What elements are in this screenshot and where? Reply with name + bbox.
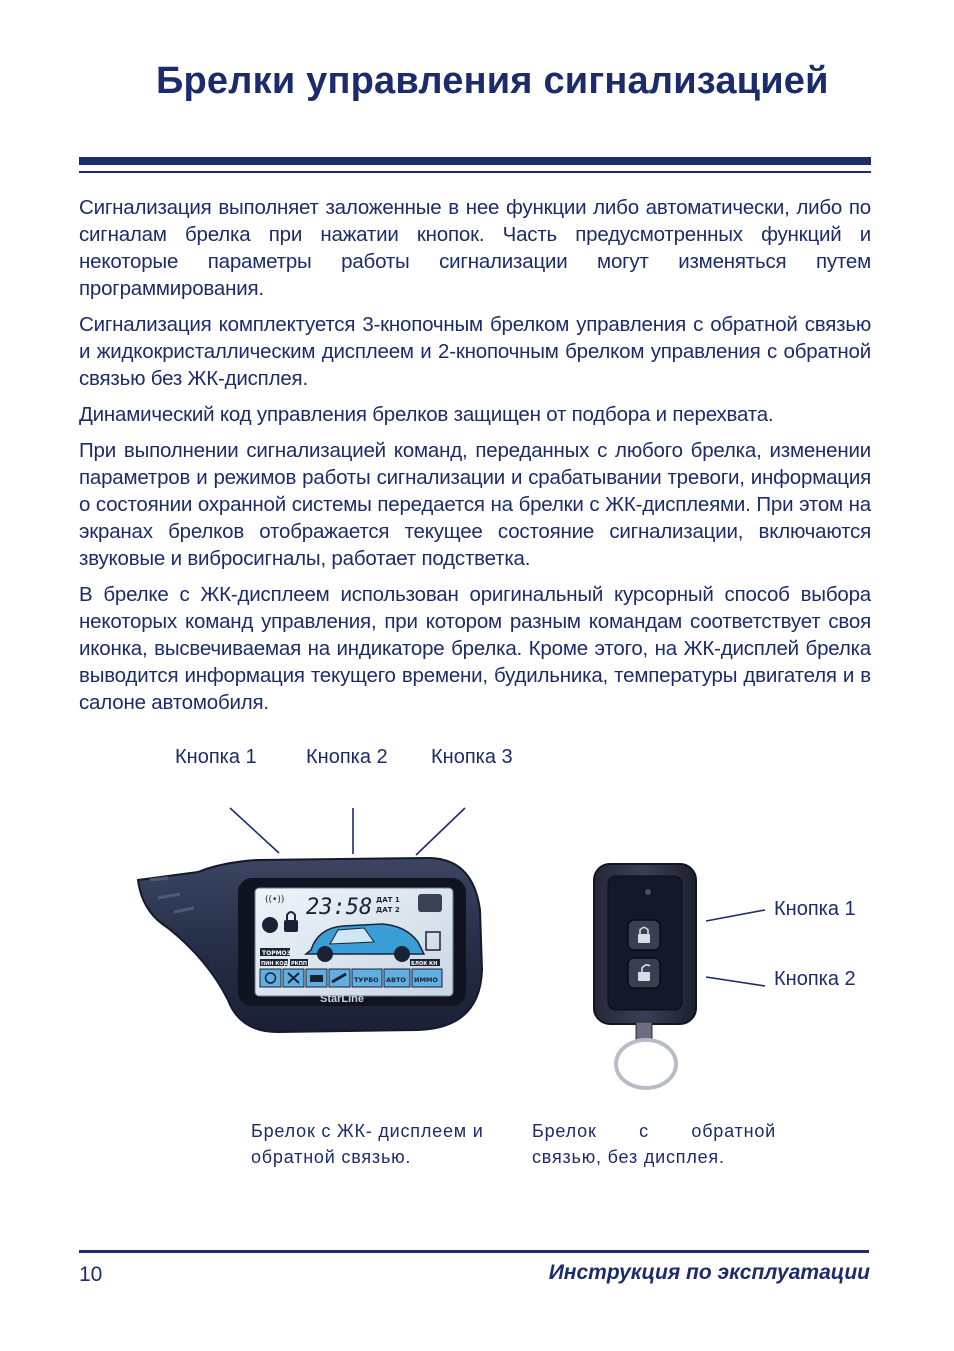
battery-icon — [418, 894, 442, 912]
key-ring — [616, 1040, 676, 1088]
lcd-time: 23:58 — [306, 895, 373, 920]
alarm-clock-icon — [260, 969, 281, 987]
lcd-immo: ИММО — [414, 976, 438, 984]
lcd-lock: БЛОК КН — [411, 961, 438, 967]
lcd-remote-image — [128, 850, 486, 1040]
lcd-turbo: ТУРБО — [354, 976, 379, 984]
lcd-channel-2: ДАТ 2 — [376, 906, 400, 914]
paragraph: При выполнении сигнализацией команд, переданных с любого брелка, изменении параметров и режимов работы сигнализации и срабатывании тревоги, информация о состоянии охранной системы передается на брелки с ЖК-дисплеями. При этом на экранах брелков отображается текущее состояние сигнализации, включаются звуковые и вибросигналы, работает подстветка. — [79, 439, 871, 570]
page-number: 10 — [79, 1263, 103, 1286]
antenna-icon: ((•)) — [265, 895, 285, 905]
lcd-auto: АВТО — [386, 976, 406, 984]
lcd-gear: РКПП — [291, 961, 308, 967]
footer-title: Инструкция по эксплуатации — [548, 1261, 870, 1284]
lcd-button-1-label: Кнопка 1 — [175, 746, 257, 768]
lcd-remote-caption: Брелок с ЖК- дисплеем и обратной связью. — [251, 1121, 484, 1167]
led-indicator — [645, 889, 651, 895]
speaker-icon — [262, 917, 278, 933]
simple-remote-image — [588, 860, 700, 1092]
simple-button-1-label: Кнопка 1 — [774, 898, 856, 920]
brand-logo: StarLine — [320, 993, 365, 1005]
lcd-channel-1: ДАТ 1 — [376, 896, 400, 904]
paragraph: Сигнализация выполняет заложенные в нее функции либо автоматически, либо по сигналам брелка при нажатии кнопок. Часть предусмотренных функций и некоторые параметры работы сигнализации могут изменяться путем программирования. — [79, 196, 871, 300]
lcd-button-2-label: Кнопка 2 — [306, 746, 388, 768]
lcd-button-3-label: Кнопка 3 — [431, 746, 513, 768]
paragraph: Динамический код управления брелков защищен от подбора и перехвата. — [79, 403, 774, 426]
simple-remote-caption: Брелок с обратной связью, без дисплея. — [532, 1121, 776, 1167]
paragraph: Сигнализация комплектуется 3-кнопочным брелком управления с обратной связью и жидкокристаллическим дисплеем и 2-кнопочным брелком управления с обратной связью без ЖК-дисплея. — [79, 313, 871, 390]
unlock-icon — [638, 972, 650, 981]
footer-rule — [79, 1250, 869, 1253]
lock-icon — [638, 934, 650, 943]
lcd-brake: ТОРМОЗ — [262, 950, 291, 957]
lock-icon — [284, 920, 298, 932]
simple-button-2-label: Кнопка 2 — [774, 968, 856, 990]
page-title: Брелки управления сигнализацией — [156, 60, 829, 102]
lcd-pin: ПИН КОД — [261, 961, 289, 967]
paragraph: В брелке с ЖК-дисплеем использован оригинальный курсорный способ выбора некоторых команд управления, при котором разным командам соответствует своя иконка, высвечиваемая на индикаторе брелка. Кроме этого, на ЖК-дисплей брелка выводится информация текущего времени, будильника, температуры двигателя и в салоне автомобиля. — [79, 583, 871, 714]
